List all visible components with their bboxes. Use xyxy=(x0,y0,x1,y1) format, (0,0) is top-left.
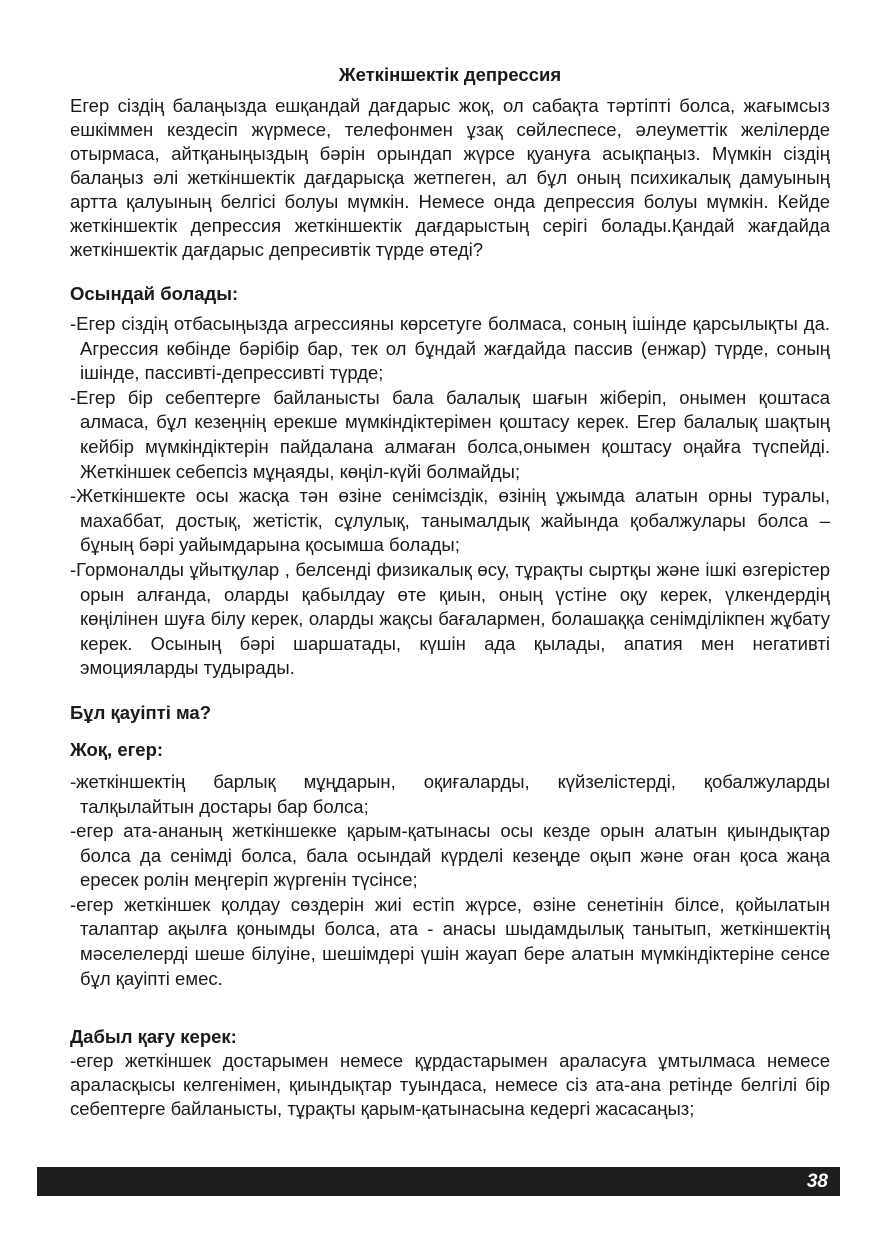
page-title: Жеткіншектік депрессия xyxy=(338,64,562,85)
footer-bar xyxy=(37,1167,840,1196)
list-item: -Гормоналды ұйытқулар , белсенді физикалық өсу, тұрақты сыртқы және ішкі өзгерістер орын алғанда, оларды қабылдау өте қиын, оның үстіне оқу керек, үлкендердің көңілінен шуға білу керек, оларды жақсы бағалармен, болашаққа сенімділікпен жұбату керек. Осының бәрі шаршатады, күшін ада қылады, апатия мен негативті эмоцияларды тудырады. xyxy=(70,558,830,679)
page-number: 38 xyxy=(806,1171,828,1192)
list-item: -егер жеткіншек қолдау сөздерін жиі естіп жүрсе, өзіне сенетінін білсе, қойылатын талаптар ақылға қонымды болса, ата - анасы шыдамдылық танытып, жеткіншектің мәселелерді шеше білуіне, шешімдері үшін жауап бере алатын мүмкіндіктеріне сенсе бұл қауіпті емес. xyxy=(70,893,830,989)
section-heading-alarm: Дабыл қағу керек: xyxy=(70,1026,237,1048)
list-item: -Жеткіншекте осы жасқа тән өзіне сенімсіздік, өзінің ұжымда алатын орны туралы, махаббат, достық, жетістік, сұлулық, танымалдық жайында қобалжулары болса – бұның бәрі уайымдарына қосымша болады; xyxy=(70,485,830,556)
alarm-paragraph: -егер жеткіншек достарымен немесе құрдастарымен араласуға ұмтылмаса немесе араласқысы келгенімен, қиындықтар туындаса, немесе сіз ата-ана ретінде белгілі бір себептерге байланысты, тұрақты қарым-қатынасына кедергі жасасаңыз; xyxy=(70,1050,830,1120)
section-heading-happens: Осындай болады: xyxy=(70,283,239,304)
list-item: -Егер сіздің отбасыңызда агрессияны көрсетуге болмаса, соның ішінде қарсылықты да. Агрессия көбінде бәрібір бар, тек ол бұндай жағдайда пассив (енжар) түрде, соның ішінде, пассивті-депрессивті түрде; xyxy=(70,313,830,384)
safe-conditions-list xyxy=(70,770,830,991)
list-item: -егер ата-ананың жеткіншекке қарым-қатынасы осы кезде орын алатын қиындықтар болса да сенімді болса, бала осындай күрделі кезеңде оқып және оған қоса жаңа ересек ролін меңгеріп жүргенін түсінсе; xyxy=(70,820,830,891)
page-content xyxy=(70,62,830,1121)
intro-paragraph: Егер сіздің балаңызда ешқандай дағдарыс жоқ, ол сабақта тәртіпті болса, жағымсыз ешкіммен кездесіп жүрмесе, телефонмен ұзақ сөйлеспесе, әлеуметтік желілерде отырмаса, айтқаныңыздың бәрін орындап жүрсе қуануға асықпаңыз. Мүмкін сіздің балаңыз әлі жеткіншектік дағдарысқа жетпеген, ал бұл оның психикалық дамуының артта қалуының белгісі болуы мүмкін. Немесе онда депрессия болуы мүмкін. Кейде жеткіншектік депрессия жеткіншектік дағдарыстың серігі болады.Қандай жағдайда жеткіншектік дағдарыс депресивтік түрде өтеді? xyxy=(70,95,830,260)
section-subheading-no-if: Жоқ, егер: xyxy=(70,738,164,760)
causes-list xyxy=(70,312,830,681)
section-heading-dangerous: Бұл қауіпті ма? xyxy=(70,701,211,723)
list-item: -жеткіншектің барлық мұңдарын, оқиғаларды, күйзелістерді, қобалжуларды талқылайтын достары бар болса; xyxy=(70,770,830,817)
list-item: -Егер бір себептерге байланысты бала балалық шағын жіберіп, онымен қоштаса алмаса, бұл кезеңнің ерекше мүмкіндіктерімен қоштасу керек. Егер балалық шақтың кейбір мүмкіндіктерін пайдалана алмаған болса,онымен қоштасу оңайға түспейді. Жеткіншек себепсіз мұңаяды, көңіл-күйі болмайды; xyxy=(70,386,830,482)
